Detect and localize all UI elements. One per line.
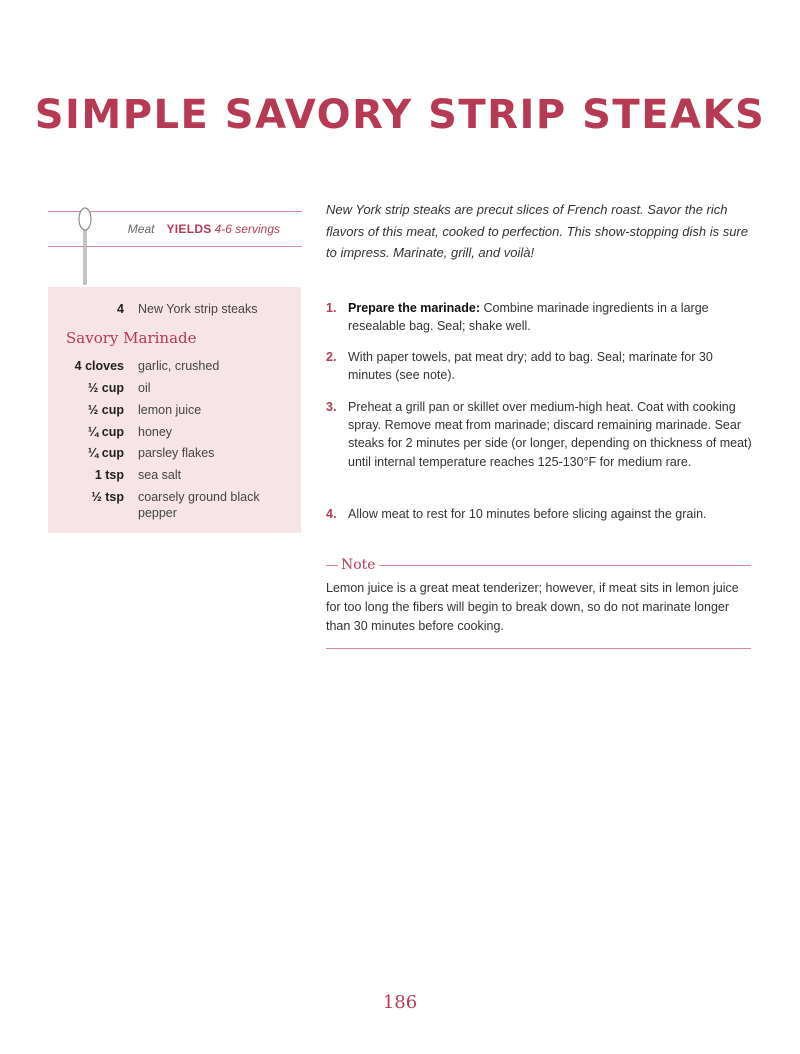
ingredient-qty: ½ cup: [87, 403, 124, 417]
ingredient-qty: ¼ cup: [87, 446, 124, 460]
ingredient-name: garlic, crushed: [138, 359, 220, 373]
note-bottom-rule: [326, 648, 751, 649]
note-divider: [326, 565, 751, 566]
step-text: Combine marinade ingredients in a large resealable bag. Seal; shake well.: [348, 301, 709, 334]
ingredient-name: oil: [138, 381, 151, 395]
instruction-step: [326, 348, 756, 384]
ingredient-name: lemon juice: [138, 403, 202, 417]
ingredients-panel: [48, 287, 301, 533]
step-number: 4.: [326, 507, 337, 521]
recipe-intro: New York strip steaks are precut slices of French roast. Savor the rich flavors of this meat, cooked to perfection. This show-stopping dish is sure to impress. Marinate, grill, and voilà!: [326, 202, 748, 260]
step-text: Preheat a grill pan or skillet over medium-high heat. Coat with cooking spray. Remove meat from marinade; discard remaining marinade. Sear steaks for 2 minutes per side (or longer, depending on thickness of meat) until internal temperature reaches 125-130°F for medium rare.: [348, 400, 752, 469]
ingredient-qty: ½ tsp: [91, 490, 124, 504]
ingredient-qty: 4 cloves: [74, 359, 124, 373]
recipe-title: SIMPLE SAVORY STRIP STEAKS: [34, 92, 766, 138]
note-label: Note: [338, 556, 379, 574]
page-number: 186: [382, 992, 418, 1013]
yields-label: YIELDS: [166, 222, 212, 236]
step-text: Allow meat to rest for 10 minutes before slicing against the grain.: [348, 507, 707, 521]
ingredient-qty: ½ cup: [87, 381, 124, 395]
step-text: With paper towels, pat meat dry; add to bag. Seal; marinate for 30 minutes (see note).: [348, 350, 713, 383]
ingredient-name: sea salt: [138, 468, 182, 482]
instruction-step: [326, 505, 756, 523]
ingredient-name: honey: [138, 425, 173, 439]
step-number: 1.: [326, 301, 337, 315]
note-text: Lemon juice is a great meat tenderizer; however, if meat sits in lemon juice for too long the fibers will begin to break down, so do not marinate longer than 30 minutes before cooking.: [326, 581, 739, 633]
instruction-step: [326, 299, 756, 335]
step-number: 3.: [326, 400, 337, 414]
marinade-heading: Savory Marinade: [66, 329, 197, 347]
ingredient-name: coarsely ground black pepper: [138, 490, 260, 520]
step-lead: Prepare the marinade:: [348, 301, 480, 315]
instruction-step: [326, 398, 756, 471]
meta-text: [128, 212, 280, 246]
ingredient-qty: 1 tsp: [94, 468, 124, 482]
category-label: Meat: [127, 222, 155, 236]
ingredient-name: New York strip steaks: [138, 302, 258, 316]
note-header: [326, 556, 751, 576]
spoon-icon: [76, 204, 94, 286]
step-number: 2.: [326, 350, 337, 364]
ingredient-name: parsley flakes: [138, 446, 215, 460]
servings-value: 4-6 servings: [214, 222, 280, 236]
ingredient-qty: 4: [117, 302, 124, 316]
ingredient-qty: ¼ cup: [87, 425, 124, 439]
